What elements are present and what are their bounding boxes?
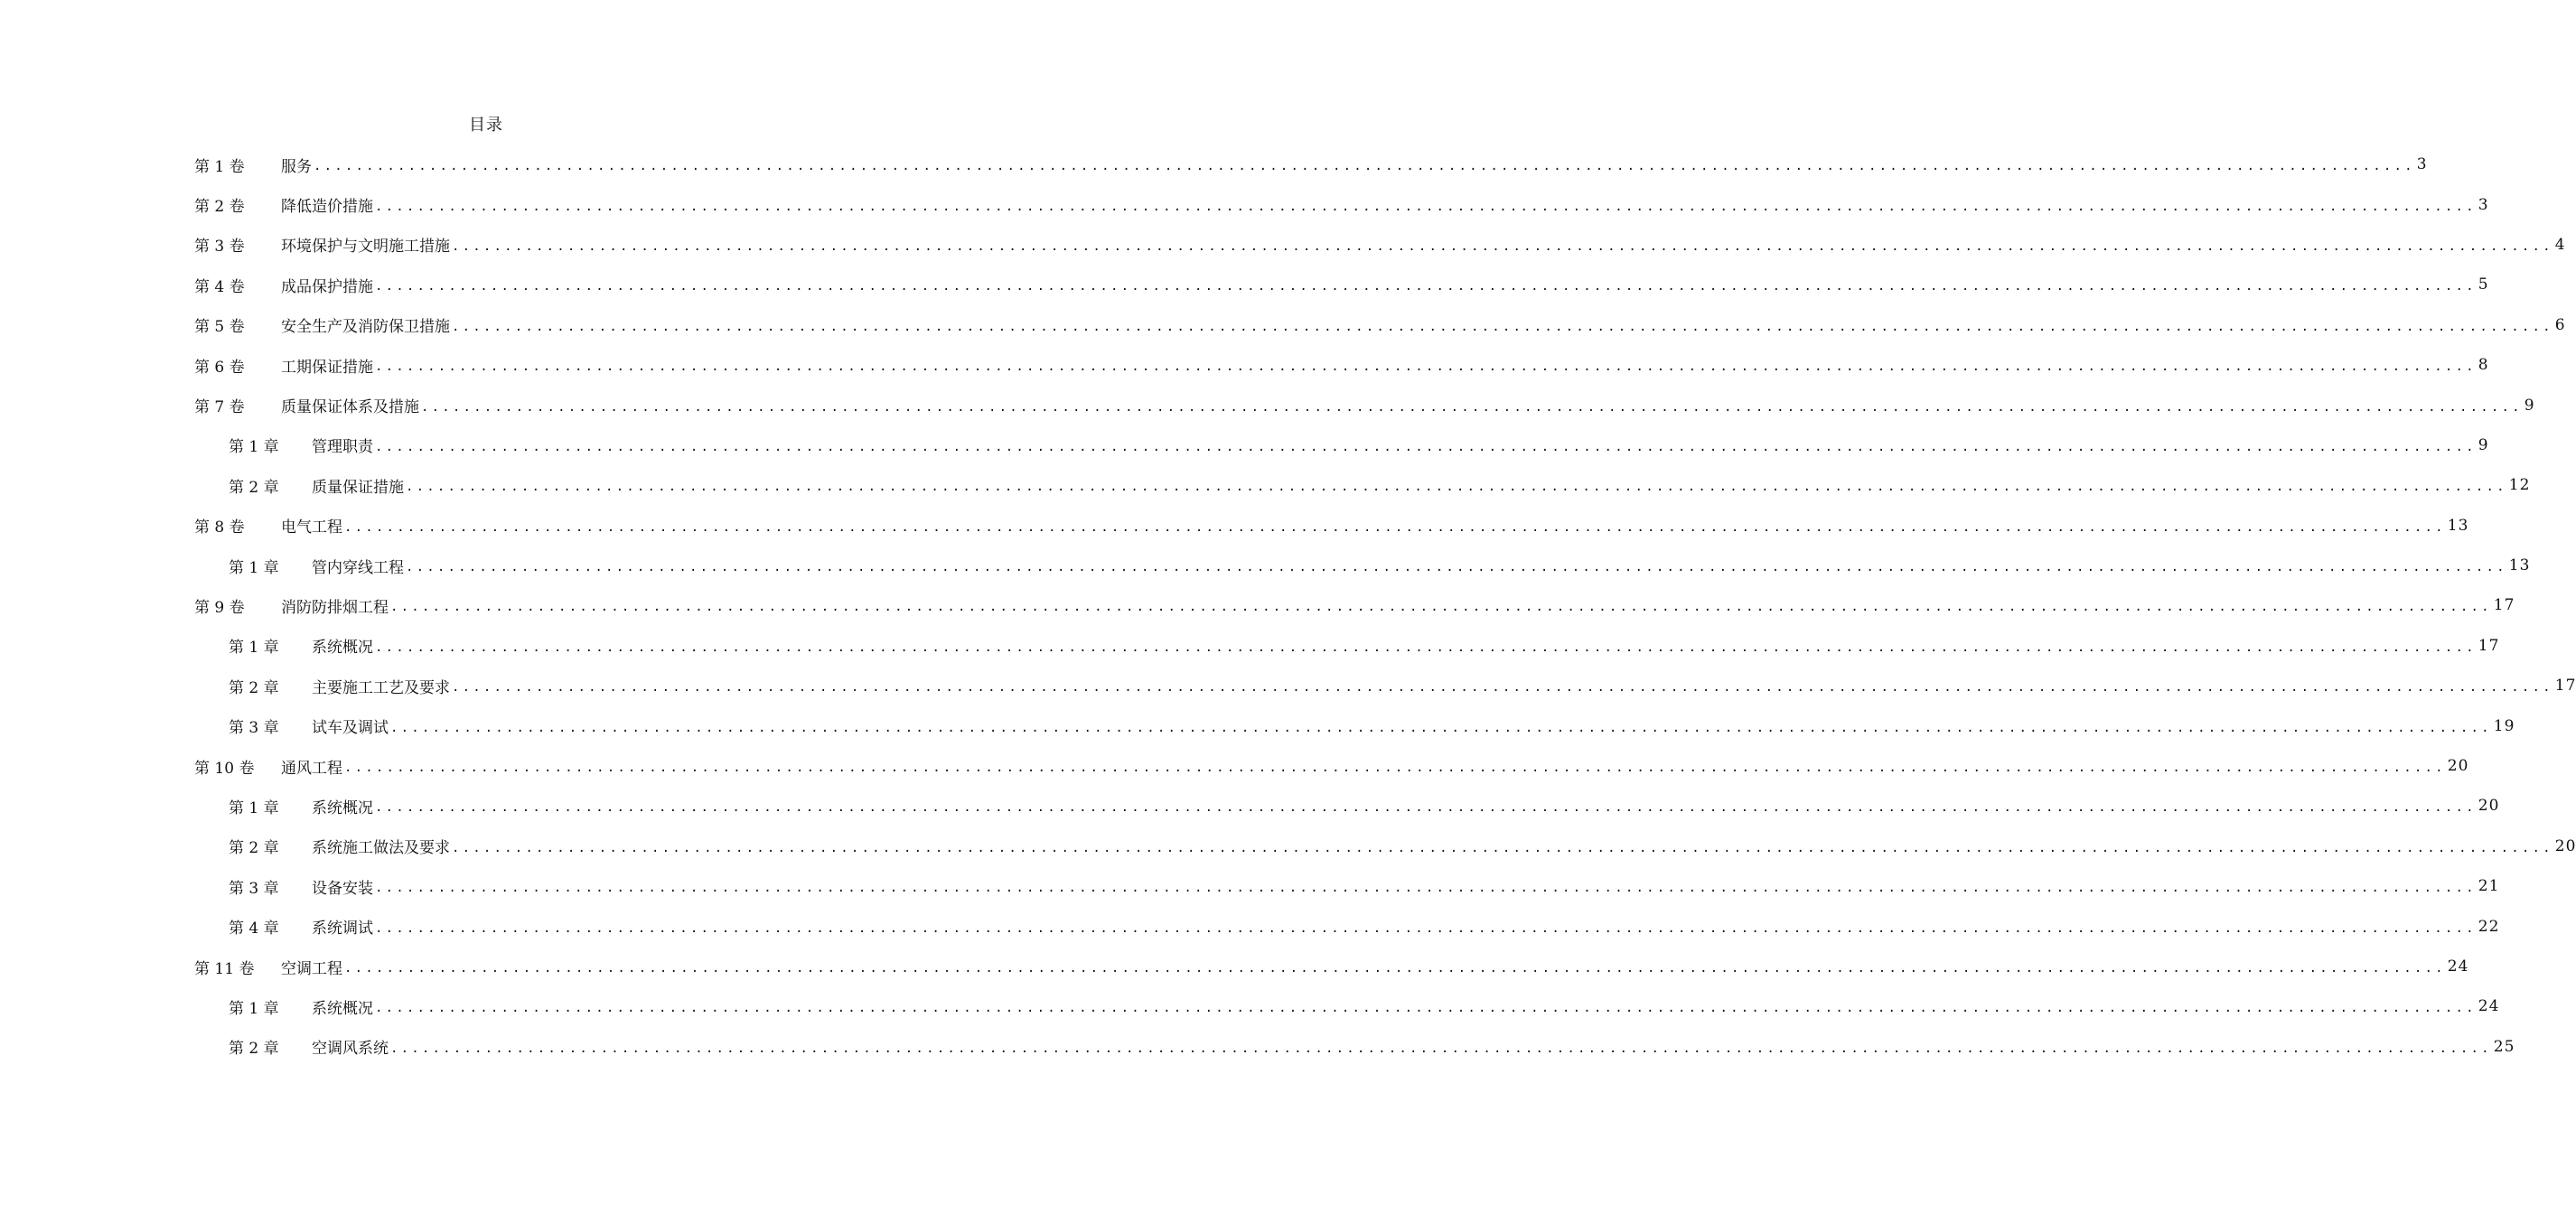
toc-entry-title: 试车及调试: [312, 719, 389, 738]
toc-page-number: 9: [2524, 396, 2535, 415]
toc-dot-leader: ........................................................................................................................................................................................................: [375, 1001, 2477, 1016]
toc-dot-leader: ........................................................................................................................................................................................................: [375, 920, 2477, 936]
toc-volume-entry[interactable]: [194, 385, 2535, 425]
toc-page-number: 4: [2554, 235, 2566, 254]
toc-page-number: 13: [2508, 556, 2531, 575]
toc-page-number: 20: [2554, 836, 2576, 855]
toc-dot-leader: ........................................................................................................................................................................................................: [452, 680, 2553, 696]
toc-volume-entry[interactable]: [194, 506, 2469, 546]
page-title: 目录: [469, 116, 503, 135]
toc-page-number: 20: [2478, 797, 2500, 816]
toc-chapter-entry[interactable]: [194, 906, 2500, 946]
toc-page-number: 20: [2447, 757, 2469, 776]
toc-dot-leader: ........................................................................................................................................................................................................: [390, 720, 2492, 735]
toc-dot-leader: ........................................................................................................................................................................................................: [375, 439, 2477, 454]
toc-chapter-entry[interactable]: [194, 705, 2515, 745]
toc-page-number: 6: [2554, 315, 2566, 334]
toc-entry-title: 空调工程: [281, 959, 342, 978]
toc-volume-entry[interactable]: [194, 305, 2566, 345]
toc-entry-number: 第 8 卷: [194, 518, 245, 537]
toc-entry-title: 工期保证措施: [281, 358, 373, 377]
toc-page-number: 8: [2478, 356, 2489, 375]
toc-chapter-entry[interactable]: [194, 826, 2576, 866]
toc-volume-entry[interactable]: [194, 585, 2515, 625]
toc-chapter-entry[interactable]: [194, 866, 2500, 906]
toc-entry-number: 第 3 章: [229, 719, 279, 738]
toc-entry-title: 环境保护与文明施工措施: [281, 238, 450, 257]
toc-entry-title: 成品保护措施: [281, 277, 373, 296]
toc-volume-entry[interactable]: [194, 184, 2489, 224]
toc-chapter-entry[interactable]: [194, 1027, 2515, 1067]
toc-page-number: 3: [2478, 195, 2489, 214]
toc-page-number: 24: [2447, 957, 2469, 976]
toc-dot-leader: ........................................................................................................................................................................................................: [375, 881, 2477, 896]
table-of-contents: [194, 145, 2576, 1067]
toc-entry-number: 第 11 卷: [194, 959, 255, 978]
toc-entry-title: 降低造价措施: [281, 198, 373, 217]
toc-dot-leader: ........................................................................................................................................................................................................: [452, 238, 2553, 254]
toc-entry-title: 质量保证体系及措施: [281, 398, 419, 417]
toc-dot-leader: ........................................................................................................................................................................................................: [344, 761, 2446, 776]
toc-entry-number: 第 2 章: [229, 1040, 279, 1059]
toc-dot-leader: ........................................................................................................................................................................................................: [375, 800, 2477, 816]
toc-entry-number: 第 1 章: [229, 798, 279, 817]
toc-dot-leader: ........................................................................................................................................................................................................: [406, 480, 2507, 495]
toc-entry-number: 第 4 章: [229, 920, 279, 939]
toc-dot-leader: ........................................................................................................................................................................................................: [375, 199, 2477, 214]
toc-entry-title: 系统概况: [312, 999, 373, 1018]
toc-dot-leader: ........................................................................................................................................................................................................: [452, 319, 2553, 334]
toc-volume-entry[interactable]: [194, 225, 2566, 265]
toc-chapter-entry[interactable]: [194, 986, 2500, 1026]
toc-chapter-entry[interactable]: [194, 626, 2500, 666]
toc-entry-title: 管内穿线工程: [312, 558, 404, 577]
toc-entry-title: 系统施工做法及要求: [312, 839, 450, 858]
toc-volume-entry[interactable]: [194, 947, 2469, 986]
toc-entry-title: 服务: [281, 157, 312, 176]
toc-entry-number: 第 1 章: [229, 558, 279, 577]
toc-page-number: 13: [2447, 516, 2469, 535]
toc-entry-number: 第 1 卷: [194, 157, 245, 176]
toc-dot-leader: ........................................................................................................................................................................................................: [406, 560, 2507, 575]
toc-entry-title: 管理职责: [312, 438, 373, 457]
toc-entry-number: 第 1 章: [229, 438, 279, 457]
toc-entry-number: 第 6 卷: [194, 358, 245, 377]
toc-dot-leader: ........................................................................................................................................................................................................: [375, 640, 2477, 655]
toc-entry-number: 第 2 卷: [194, 198, 245, 217]
toc-entry-number: 第 4 卷: [194, 277, 245, 296]
toc-entry-number: 第 5 卷: [194, 318, 245, 337]
toc-page-number: 21: [2478, 877, 2500, 896]
toc-page-number: 25: [2493, 1037, 2515, 1056]
toc-entry-title: 质量保证措施: [312, 478, 404, 497]
toc-page-number: 5: [2478, 275, 2489, 294]
toc-entry-number: 第 1 章: [229, 999, 279, 1018]
toc-entry-title: 系统调试: [312, 920, 373, 939]
toc-page-number: 17: [2554, 677, 2576, 696]
toc-volume-entry[interactable]: [194, 746, 2469, 786]
toc-entry-title: 通风工程: [281, 759, 342, 778]
toc-entry-number: 第 9 卷: [194, 598, 245, 617]
toc-dot-leader: ........................................................................................................................................................................................................: [375, 279, 2477, 294]
toc-entry-number: 第 2 章: [229, 478, 279, 497]
toc-volume-entry[interactable]: [194, 145, 2428, 184]
toc-entry-title: 系统概况: [312, 798, 373, 817]
toc-entry-title: 电气工程: [281, 518, 342, 537]
toc-page-number: 12: [2508, 476, 2531, 495]
toc-entry-number: 第 3 卷: [194, 238, 245, 257]
toc-chapter-entry[interactable]: [194, 786, 2500, 826]
toc-page-number: 22: [2478, 917, 2500, 936]
toc-entry-number: 第 2 章: [229, 678, 279, 697]
toc-page-number: 19: [2493, 716, 2515, 735]
toc-entry-number: 第 3 章: [229, 879, 279, 898]
toc-dot-leader: ........................................................................................................................................................................................................: [390, 600, 2492, 615]
toc-page-number: 17: [2493, 596, 2515, 615]
toc-entry-title: 设备安装: [312, 879, 373, 898]
toc-dot-leader: ........................................................................................................................................................................................................: [452, 840, 2553, 855]
toc-dot-leader: ........................................................................................................................................................................................................: [375, 360, 2477, 375]
toc-chapter-entry[interactable]: [194, 666, 2576, 705]
toc-page-number: 17: [2478, 636, 2500, 655]
toc-entry-title: 空调风系统: [312, 1040, 389, 1059]
toc-dot-leader: ........................................................................................................................................................................................................: [390, 1041, 2492, 1056]
toc-dot-leader: ........................................................................................................................................................................................................: [421, 399, 2523, 415]
toc-entry-title: 消防防排烟工程: [281, 598, 389, 617]
toc-entry-title: 安全生产及消防保卫措施: [281, 318, 450, 337]
toc-entry-number: 第 1 章: [229, 639, 279, 658]
toc-volume-entry[interactable]: [194, 265, 2489, 304]
toc-dot-leader: ........................................................................................................................................................................................................: [314, 159, 2415, 174]
toc-entry-title: 主要施工工艺及要求: [312, 678, 450, 697]
toc-page-number: 3: [2416, 155, 2428, 174]
toc-chapter-entry[interactable]: [194, 425, 2489, 465]
toc-page-number: 24: [2478, 997, 2500, 1016]
toc-dot-leader: ........................................................................................................................................................................................................: [344, 961, 2446, 976]
toc-entry-title: 系统概况: [312, 639, 373, 658]
toc-entry-number: 第 10 卷: [194, 759, 255, 778]
toc-entry-number: 第 2 章: [229, 839, 279, 858]
toc-page-number: 9: [2478, 435, 2489, 454]
toc-dot-leader: ........................................................................................................................................................................................................: [344, 519, 2446, 535]
toc-entry-number: 第 7 卷: [194, 398, 245, 417]
toc-volume-entry[interactable]: [194, 345, 2489, 385]
toc-chapter-entry[interactable]: [194, 546, 2531, 585]
toc-chapter-entry[interactable]: [194, 465, 2531, 505]
